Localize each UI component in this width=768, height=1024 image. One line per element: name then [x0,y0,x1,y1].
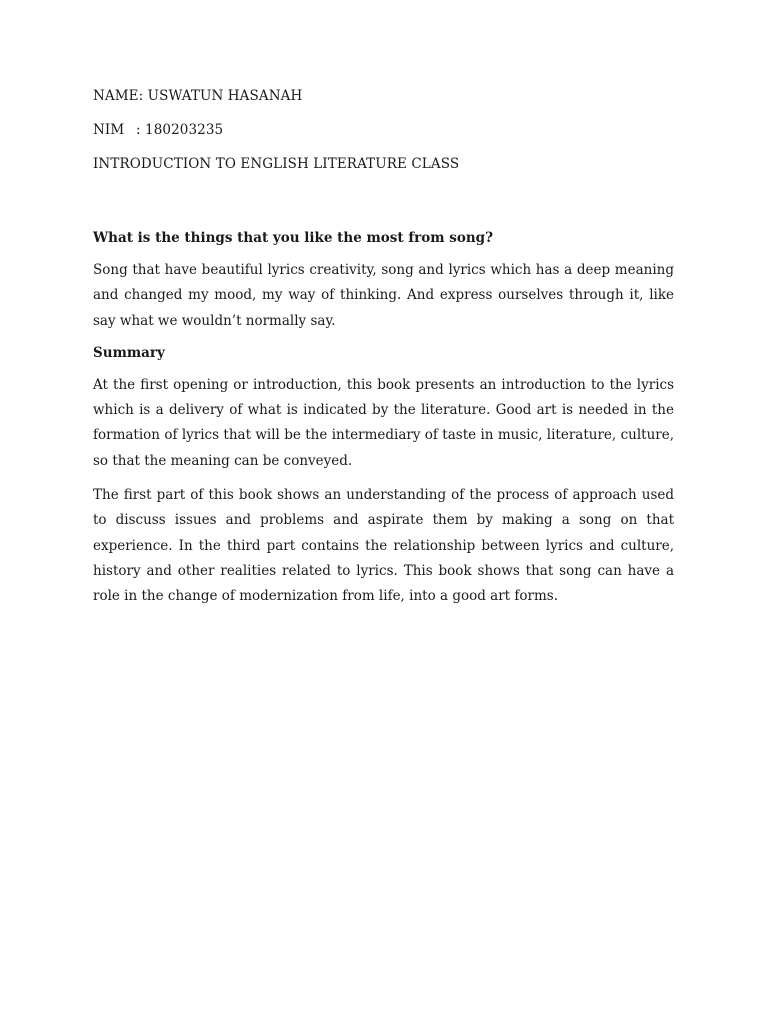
summary-heading: Summary [93,344,165,361]
question-heading: What is the things that you like the most from song? [93,230,494,246]
document-page [93,86,674,619]
nim-line [93,120,674,140]
name-line: NAME: USWATUN HASANAH [93,88,303,104]
nim-label: NIM [93,122,125,138]
answer-paragraph: Song that have beautiful lyrics creativity, song and lyrics which has a deep meaning and changed my mood, my way of thinking. And express ourselves through it, like say what we wouldn’t normally say. [93,262,674,329]
nim-value: : 180203235 [136,122,224,138]
spacer [93,188,674,228]
class-line: INTRODUCTION TO ENGLISH LITERATURE CLASS [93,156,460,172]
summary-paragraph-1: At the first opening or introduction, this book presents an introduction to the lyrics which is a delivery of what is indicated by the literature. Good art is needed in the formation of lyrics that will be the intermediary of taste in music, literature, culture, so that the meaning can be conveyed. [93,376,674,469]
summary-paragraph-2: The first part of this book shows an understanding of the process of approach used to discuss issues and problems and aspirate them by making a song on that experience. In the third part contains the relationship between lyrics and culture, history and other realities related to lyrics. This book shows that song can have a role in the change of modernization from life, into a good art forms. [93,487,674,605]
